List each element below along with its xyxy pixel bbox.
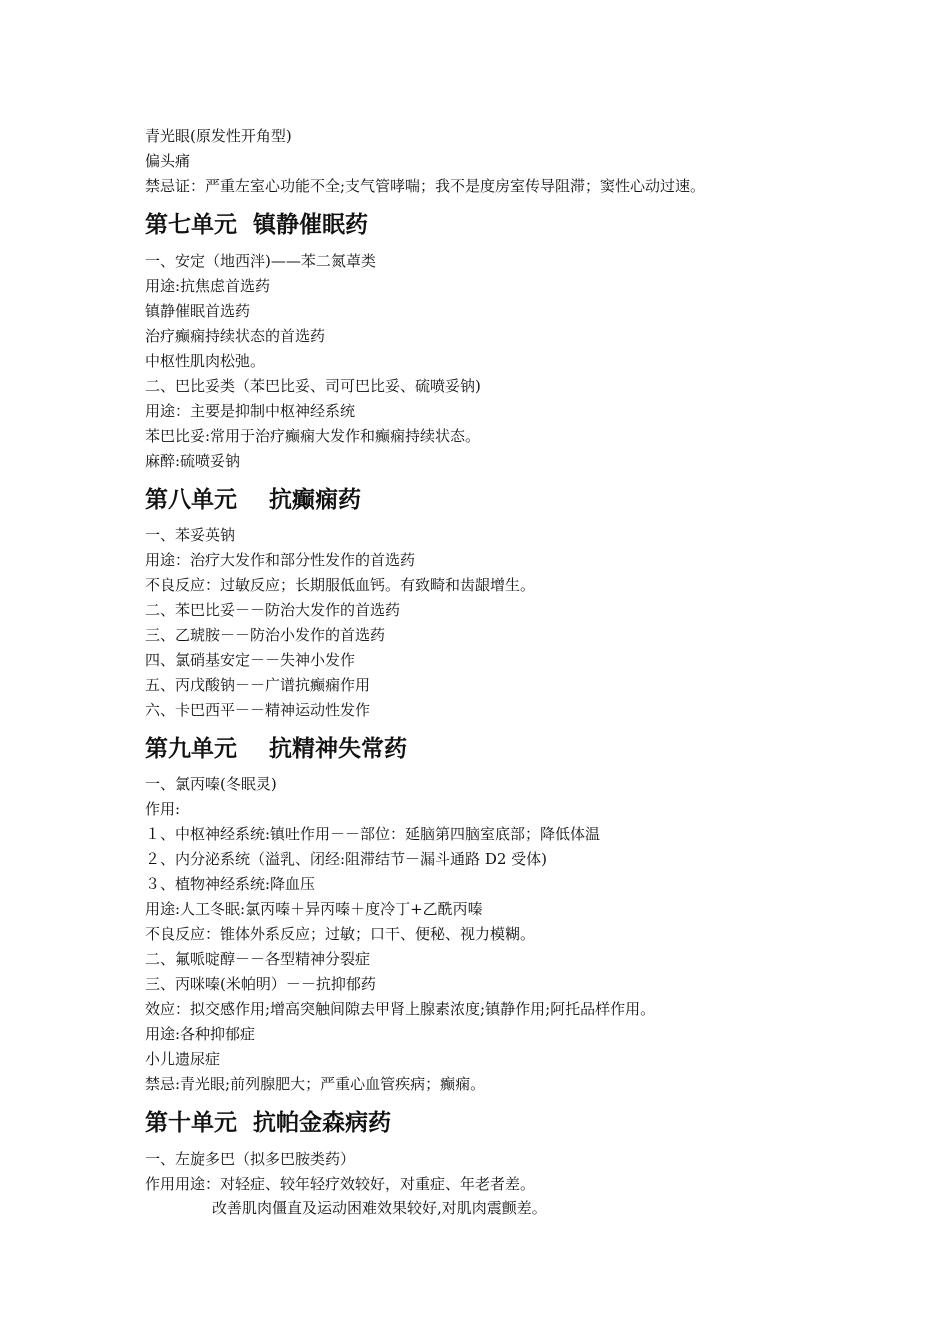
text-line: 作用用途：对轻症、较年轻疗效较好，对重症、年老者差。 bbox=[145, 1175, 536, 1193]
text-line: 麻醉:硫喷妥钠 bbox=[145, 452, 241, 470]
intro-line: 偏头痛 bbox=[145, 152, 191, 170]
text-line: 不良反应：锥体外系反应；过敏；口干、便秘、视力模糊。 bbox=[145, 925, 536, 943]
text-line: 用途:人工冬眠:氯丙嗪＋异丙嗪＋度冷丁+乙酰丙嗪 bbox=[145, 900, 483, 918]
text-line: 不良反应：过敏反应；长期服低血钙。有致畸和齿龈增生。 bbox=[145, 576, 536, 594]
text-line: 效应：拟交感作用;增高突触间隙去甲肾上腺素浓度;镇静作用;阿托品样作用。 bbox=[145, 1000, 656, 1018]
text-line: 一、苯妥英钠 bbox=[145, 526, 236, 544]
text-line: 治疗癫痫持续状态的首选药 bbox=[145, 327, 326, 345]
text-line: 改善肌肉僵直及运动困难效果较好,对肌肉震颤差。 bbox=[212, 1199, 547, 1217]
text-line: 二、氟哌啶醇－－各型精神分裂症 bbox=[145, 950, 371, 968]
section-heading-10: 第十单元 抗帕金森病药 bbox=[145, 1110, 392, 1136]
text-line: ３、植物神经系统:降血压 bbox=[145, 875, 316, 893]
section-heading-9: 第九单元 抗精神失常药 bbox=[145, 736, 408, 762]
text-line: 中枢性肌肉松弛。 bbox=[145, 352, 266, 370]
text-line: １、中枢神经系统:镇吐作用－－部位：延脑第四脑室底部；降低体温 bbox=[145, 825, 601, 843]
text-line: 用途：治疗大发作和部分性发作的首选药 bbox=[145, 551, 416, 569]
text-line: 禁忌:青光眼;前列腺肥大；严重心血管疾病；癫痫。 bbox=[145, 1075, 486, 1093]
text-line: 一、氯丙嗪(冬眠灵) bbox=[145, 775, 277, 793]
contraindication-line: 禁忌证：严重左室心功能不全;支气管哮喘；我不是度房室传导阻滞；窦性心动过速。 bbox=[145, 177, 706, 195]
text-line: 五、丙戊酸钠－－广谱抗癫痫作用 bbox=[145, 676, 371, 694]
text-line: 二、苯巴比妥－－防治大发作的首选药 bbox=[145, 601, 401, 619]
text-line: 一、安定（地西泮)——苯二氮䓬类 bbox=[145, 252, 376, 270]
text-line: 四、氯硝基安定－－失神小发作 bbox=[145, 651, 356, 669]
text-line: 二、巴比妥类（苯巴比妥、司可巴比妥、硫喷妥钠) bbox=[145, 377, 481, 395]
text-line: 镇静催眠首选药 bbox=[145, 302, 251, 320]
text-line: 三、乙琥胺－－防治小发作的首选药 bbox=[145, 626, 386, 644]
text-line: 小儿遗尿症 bbox=[145, 1050, 221, 1068]
intro-line: 青光眼(原发性开角型) bbox=[145, 127, 292, 145]
section-heading-8: 第八单元 抗癫痫药 bbox=[145, 487, 362, 513]
text-line: 一、左旋多巴（拟多巴胺类药） bbox=[145, 1150, 356, 1168]
text-line: 六、卡巴西平－－精神运动性发作 bbox=[145, 701, 371, 719]
text-line: 三、丙咪嗪(米帕明）－－抗抑郁药 bbox=[145, 975, 376, 993]
text-line: 用途：主要是抑制中枢神经系统 bbox=[145, 402, 356, 420]
text-line: 作用: bbox=[145, 800, 181, 818]
text-line: 用途:抗焦虑首选药 bbox=[145, 277, 271, 295]
text-line: 苯巴比妥:常用于治疗癫痫大发作和癫痫持续状态。 bbox=[145, 427, 481, 445]
section-heading-7: 第七单元 镇静催眠药 bbox=[145, 212, 369, 238]
text-line: ２、内分泌系统（溢乳、闭经:阻滞结节－漏斗通路 D2 受体) bbox=[145, 850, 548, 868]
text-line: 用途:各种抑郁症 bbox=[145, 1025, 256, 1043]
